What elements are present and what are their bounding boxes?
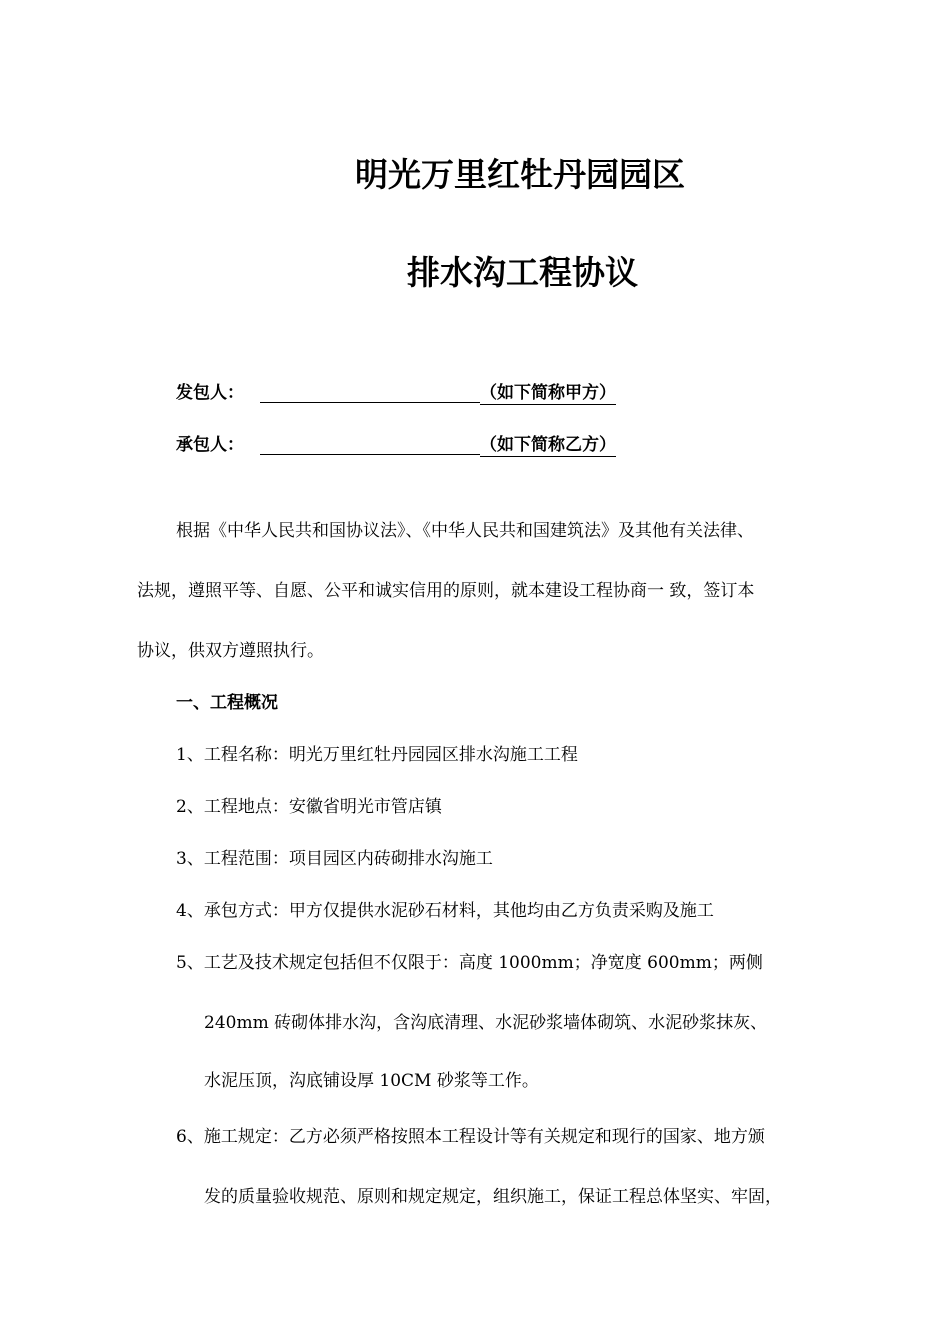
list-item: 2、工程地点：安徽省明光市管店镇 xyxy=(176,797,442,817)
preamble-line: 根据《中华人民共和国协议法》、《中华人民共和国建筑法》及其他有关法律、 xyxy=(176,521,754,541)
list-item: 4、承包方式：甲方仅提供水泥砂石材料，其他均由乙方负责采购及施工 xyxy=(176,901,714,921)
preamble-line: 法规，遵照平等、自愿、公平和诚实信用的原则，就本建设工程协商一 致，签订本 xyxy=(137,581,755,601)
list-item: 5、工艺及技术规定包括但不仅限于：高度 1000mm；净宽度 600mm；两侧 xyxy=(176,953,763,973)
issuer-blank-line xyxy=(260,382,480,403)
list-item-continuation: 水泥压顶，沟底铺设厚 10CM 砂浆等工作。 xyxy=(204,1071,539,1091)
contractor-party-row xyxy=(176,432,616,458)
document-title-line2: 排水沟工程协议 xyxy=(407,253,638,292)
document-title-line1: 明光万里红牡丹园园区 xyxy=(355,155,685,194)
list-item-continuation: 240mm 砖砌体排水沟，含沟底清理、水泥砂浆墙体砌筑、水泥砂浆抹灰、 xyxy=(204,1013,768,1033)
list-item-continuation: 发的质量验收规范、原则和规定规定，组织施工，保证工程总体坚实、牢固， xyxy=(204,1187,782,1207)
issuer-note: （如下简称甲方） xyxy=(480,383,616,403)
issuer-party-row xyxy=(176,380,616,406)
preamble-line: 协议，供双方遵照执行。 xyxy=(137,641,324,661)
issuer-label: 发包人： xyxy=(176,383,244,403)
section-heading: 一、工程概况 xyxy=(176,693,278,713)
list-item: 1、工程名称：明光万里红牡丹园园区排水沟施工工程 xyxy=(176,745,578,765)
contractor-label: 承包人： xyxy=(176,435,244,455)
list-item: 6、施工规定：乙方必须严格按照本工程设计等有关规定和现行的国家、地方颁 xyxy=(176,1127,765,1147)
contractor-note: （如下简称乙方） xyxy=(480,435,616,455)
list-item: 3、工程范围：项目园区内砖砌排水沟施工 xyxy=(176,849,493,869)
contractor-blank-line xyxy=(260,434,480,455)
